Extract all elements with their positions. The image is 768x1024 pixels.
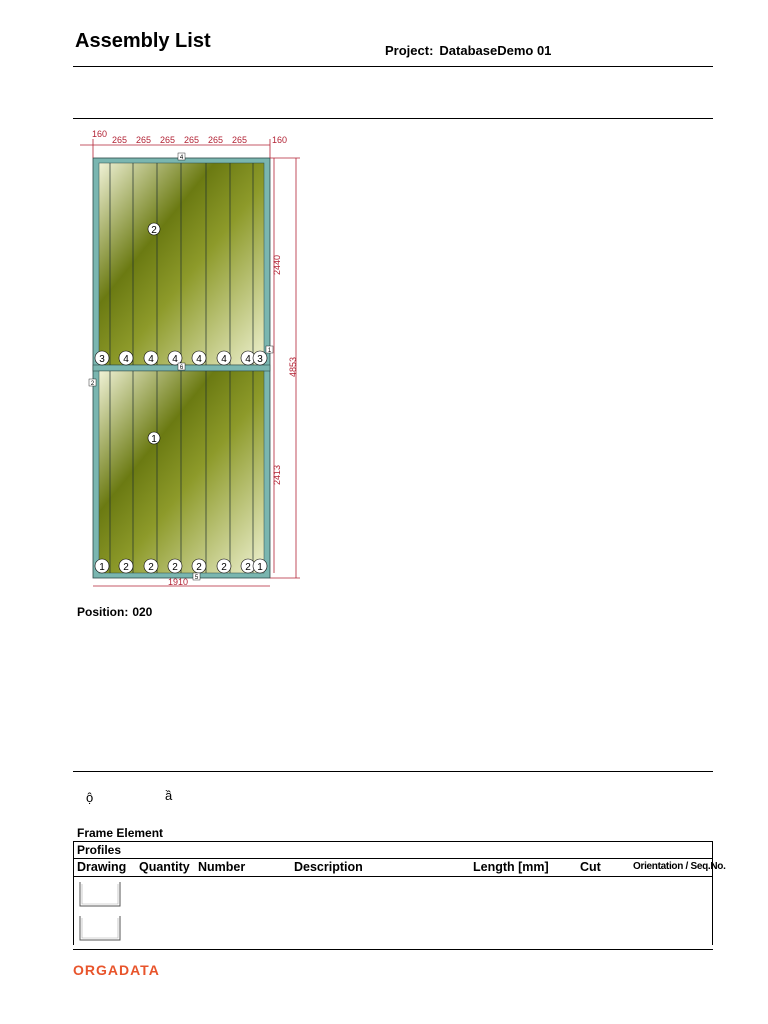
frame-element-title: Frame Element <box>77 826 164 840</box>
dim-top-6: 265 <box>208 135 224 145</box>
upper-panel-label: 2 <box>151 225 157 236</box>
position-value: 020 <box>132 605 153 619</box>
middle-marker-1: 3 <box>99 354 105 365</box>
bottom-marker-6: 2 <box>221 562 227 573</box>
page-title: Assembly List <box>75 30 211 52</box>
upper-glass <box>99 163 264 365</box>
dim-top-3: 265 <box>136 135 152 145</box>
content-divider <box>73 771 713 772</box>
orgadata-logo: ORGADATA <box>73 962 160 978</box>
header-divider <box>73 66 713 67</box>
position-label: Position: <box>77 605 129 619</box>
tag-top: 4 <box>179 155 184 161</box>
bottom-marker-4: 2 <box>172 562 178 573</box>
bottom-marker-2: 2 <box>123 562 129 573</box>
section-divider <box>73 118 713 119</box>
col-drawing: Drawing <box>77 860 127 874</box>
middle-marker-5: 4 <box>196 354 202 365</box>
dim-right-upper: 2440 <box>272 254 282 275</box>
bottom-marker-8: 1 <box>257 562 263 573</box>
lower-panel-label: 1 <box>151 434 157 445</box>
dim-top-4: 265 <box>160 135 176 145</box>
glyph-1: ộ <box>86 790 94 805</box>
footer-divider <box>73 949 713 950</box>
dim-right-lower: 2413 <box>272 464 282 485</box>
profiles-section-label: Profiles <box>77 843 122 857</box>
bottom-marker-3: 2 <box>148 562 154 573</box>
project-value: DatabaseDemo 01 <box>439 43 552 58</box>
glyph-2: ầ <box>165 788 173 803</box>
dim-top-2: 265 <box>112 135 128 145</box>
tag-right: 1 <box>267 348 272 354</box>
middle-marker-6: 4 <box>221 354 227 365</box>
col-cut: Cut <box>580 860 601 874</box>
middle-marker-7: 4 <box>245 354 251 365</box>
position-info <box>77 605 152 619</box>
bottom-marker-7: 2 <box>245 562 251 573</box>
middle-marker-4: 4 <box>172 354 178 365</box>
window-drawing <box>70 125 310 595</box>
dim-total-height: 4853 <box>288 356 298 377</box>
dim-bottom: 1910 <box>168 577 189 587</box>
middle-marker-8: 3 <box>257 354 263 365</box>
project-label: Project: <box>385 43 434 58</box>
tag-left: 2 <box>90 381 95 387</box>
col-quantity: Quantity <box>139 860 190 874</box>
dim-top-8: 160 <box>272 135 288 145</box>
col-description: Description <box>294 860 363 874</box>
col-orientation: Orientation / Seq.No. <box>633 861 726 872</box>
col-length: Length [mm] <box>473 860 549 874</box>
middle-marker-3: 4 <box>148 354 154 365</box>
dim-top-5: 265 <box>184 135 200 145</box>
dim-top-7: 265 <box>232 135 248 145</box>
bottom-marker-5: 2 <box>196 562 202 573</box>
lower-glass <box>99 371 264 573</box>
tag-bottom: 5 <box>194 575 199 581</box>
tag-transom: 6 <box>179 365 184 371</box>
table-header <box>74 858 726 877</box>
bottom-marker-1: 1 <box>99 562 105 573</box>
profiles-table <box>73 841 726 945</box>
col-number: Number <box>198 860 246 874</box>
project-info <box>385 43 551 58</box>
profile-thumbnail-1 <box>78 880 122 908</box>
middle-marker-2: 4 <box>123 354 129 365</box>
dim-top-1: 160 <box>92 129 108 139</box>
profile-thumbnail-2 <box>78 914 122 942</box>
